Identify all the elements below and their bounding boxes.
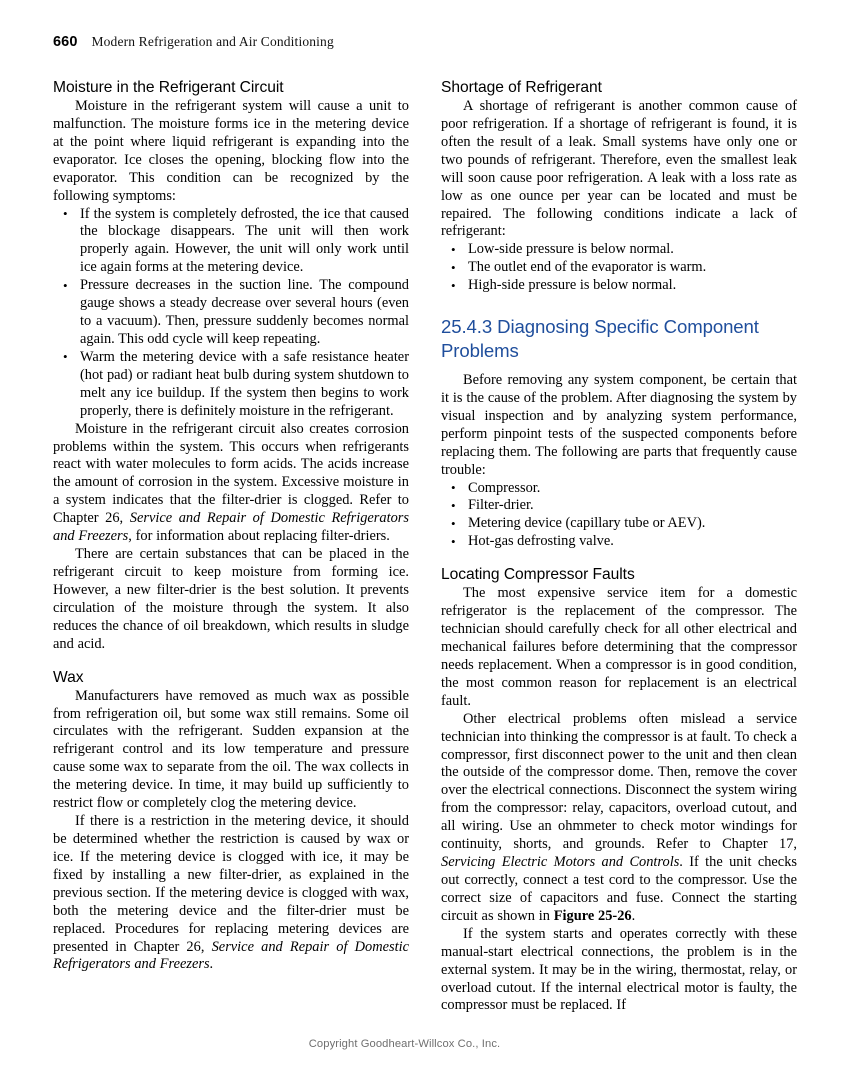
book-title-reference: Service and Repair of Domestic Refrigerators and Freezers	[53, 938, 409, 973]
heading-locating-compressor-faults: Locating Compressor Faults	[441, 566, 635, 584]
paragraph-locating-1: The most expensive service item for a domestic refrigerator is the replacement of the compressor. The technician should carefully check for all other electrical and mechanical failures before determining that the compressor needs replacement. When a compressor is in good condition, the most common reason for replacement is an electrical fault.	[441, 585, 797, 709]
paragraph-wax-1: Manufacturers have removed as much wax as possible from refrigeration oil, but some wax still remains. Some oil circulates with the refrigerant. Sudden expansion at the refrigerant control and its low temperature and pressure cause some wax to separate from the oil. The wax collects in the metering device. In time, it may build up sufficiently to restrict flow or completely clog the metering device.	[53, 687, 409, 812]
figure-reference: Figure 25-26	[553, 907, 632, 924]
heading-shortage-of-refrigerant: Shortage of Refrigerant	[441, 79, 602, 96]
paragraph-locating-2	[441, 711, 797, 926]
paragraph-corrosion-text-b: , for information about replacing filter-driers.	[128, 528, 390, 545]
book-title-reference: Servicing Electric Motors and Controls	[441, 854, 680, 871]
paragraph-locating-2-text-a: Other electrical problems often mislead a service technician into thinking the compressor is at fault. To check a compressor, first disconnect power to the unit and then clean the outside of the compressor dome. Then, remove the cover over the electrical connections. Disconnect the system wiring from the compressor: relay, capacitors, overload cutout, and all wiring. Use an ohmmeter to check motor windings for continuity, shorts, and grounds. Refer to Chapter 17,	[441, 710, 797, 853]
paragraph-locating-2-text-b: . If the unit checks out correctly, connect a test cord to the compressor. Use the correct size of capacitors and fuse. Connect the starting circuit as shown in	[441, 854, 797, 924]
page-footer	[0, 1034, 849, 1052]
heading-wax: Wax	[53, 668, 84, 686]
list-moisture-symptoms	[53, 206, 409, 421]
paragraph-wax-2-text-a: If there is a restriction in the metering device, it should be determined whether the restriction is caused by wax or ice. If the metering device is clogged with ice, it may be fixed by installing a new filter-drier, as explained in the previous section. If the metering device is clogged with wax, both the metering device and the filter-drier must be replaced. Procedures for replacing metering devices are presented in Chapter 26,	[53, 813, 409, 955]
heading-moisture-in-the-refrigerant-circuit: Moisture in the Refrigerant Circuit	[53, 79, 284, 96]
paragraph-locating-3: If the system starts and operates correctly with these manual-start electrical connections, the problem is in the external system. It may be in the wiring, thermostat, relay, or overload cutout. If the internal electrical motor is faulty, the compressor must be replaced. If	[441, 925, 797, 1014]
copyright-notice: Copyright Goodheart-Willcox Co., Inc.	[308, 1038, 501, 1050]
paragraph-moisture-intro: Moisture in the refrigerant system will cause a unit to malfunction. The moisture forms ice in the metering device at the point where liquid refrigerant is expanding into the evaporator. Ice closes the opening, blocking flow into the evaporator. This condition can be recognized by the following symptoms:	[53, 98, 409, 204]
book-title-reference: Service and Repair of Domestic Refrigerators and Freezers	[53, 510, 409, 545]
paragraph-corrosion-text-a: Moisture in the refrigerant circuit also creates corrosion problems within the system. This occurs when refrigerants react with water molecules to form acids. The acids increase the amount of corrosion in the system. Excessive moisture in a system indicates that the filter-drier is clogged. Refer to Chapter 26,	[53, 420, 409, 527]
list-item: • If the system is completely defrosted, the ice that caused the blockage disappears. The unit will then work properly again. However, the unit will only work until ice again forms at the metering device.	[53, 206, 409, 278]
heading-25-4-3-diagnosing-specific-component-problems: 25.4.3 Diagnosing Specific Component Problems	[441, 316, 759, 361]
list-item: • High-side pressure is below normal.	[441, 277, 797, 295]
running-head	[53, 34, 753, 54]
body-columns	[53, 78, 797, 1018]
list-item: • Hot-gas defrosting valve.	[441, 533, 797, 551]
paragraph-substances: There are certain substances that can be placed in the refrigerant circuit to keep moisture from forming ice. However, a new filter-drier is the best solution. It prevents circulation of the moisture through the system. It also reduces the chance of oil breakdown, which results in sludge and acid.	[53, 546, 409, 652]
list-item: • Compressor.	[441, 480, 797, 498]
paragraph-before-removing: Before removing any system component, be certain that it is the cause of the problem. After diagnosing the system by visual inspection and by analyzing system performance, perform pinpoint tests of the suspected components before replacing them. The following are parts that frequently cause trouble:	[441, 372, 797, 478]
right-column	[441, 78, 797, 1018]
list-item: • Warm the metering device with a safe resistance heater (hot pad) or radiant heat bulb during system shutdown to melt any ice buildup. If the system then begins to work properly, there is definitely moisture in the refrigerant.	[53, 349, 409, 421]
list-shortage-conditions	[441, 241, 797, 295]
list-item: • Filter-drier.	[441, 497, 797, 515]
list-trouble-parts	[441, 480, 797, 552]
paragraph-locating-2-text-c: .	[631, 907, 636, 924]
paragraph-wax-2	[53, 813, 409, 974]
paragraph-corrosion	[53, 421, 409, 546]
paragraph-wax-2-text-b: .	[209, 956, 214, 973]
list-item: • Low-side pressure is below normal.	[441, 241, 797, 259]
list-item: • Pressure decreases in the suction line. The compound gauge shows a steady decrease over several hours (even to a vacuum). Then, pressure suddenly becomes normal again. This odd cycle will keep repeating.	[53, 277, 409, 349]
page-number: 660	[53, 34, 78, 50]
list-item: • The outlet end of the evaporator is warm.	[441, 259, 797, 277]
paragraph-shortage-intro: A shortage of refrigerant is another common cause of poor refrigeration. If a shortage of refrigerant is found, it is often the result of a leak. Small systems have only one or two pounds of refrigerant. Therefore, even the smallest leak will soon cause poor refrigeration. A leak with a loss rate as low as one ounce per year can be located and must be repaired. The following conditions indicate a lack of refrigerant:	[441, 98, 797, 240]
left-column	[53, 78, 409, 1018]
book-title: Modern Refrigeration and Air Conditioning	[91, 34, 334, 49]
list-item: • Metering device (capillary tube or AEV).	[441, 515, 797, 533]
